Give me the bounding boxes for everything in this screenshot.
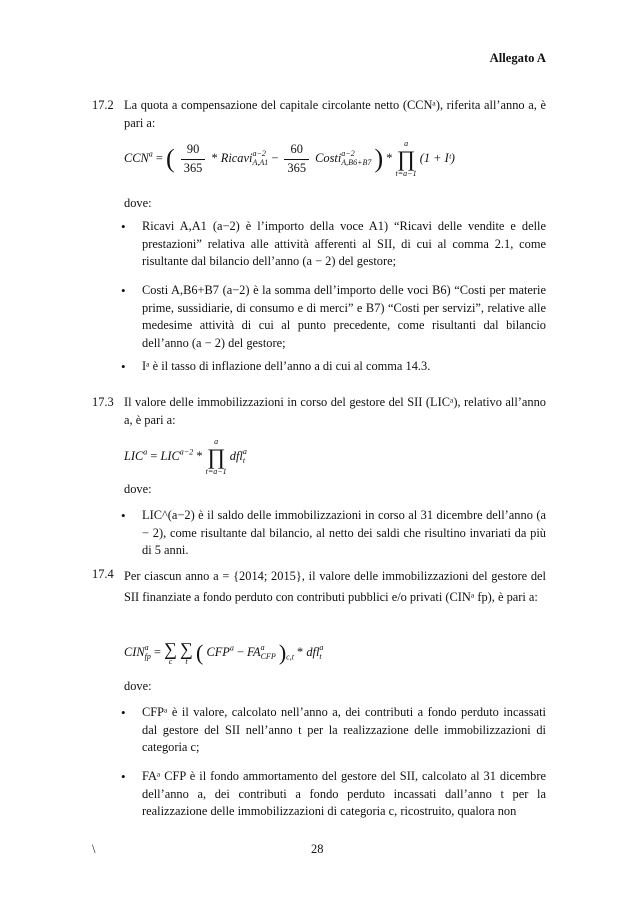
prod-bottom: t=a−1 (205, 467, 227, 476)
term-fa-sub: CFP (260, 652, 276, 661)
paren-close: ) (374, 144, 384, 173)
factor-dfl-sub: t (319, 652, 322, 661)
term-costi: Costi (315, 150, 342, 165)
term-ricavi: Ricavi (220, 150, 253, 165)
formula-ccn: $CCN^a$ = ( $\frac{90}{365}$ * Ricavi a−2 A,A1 − $\frac{60}{365}$ Costi a−2 A,B6+B7 ) * a ∏ t=a−1 (1 + Iᵗ) (124, 139, 455, 178)
s172-bullet-3: Iᵃ è il tasso di inflazione dell’anno a di cui al comma 14.3. (142, 359, 431, 373)
prod-bottom: t=a−1 (395, 169, 417, 178)
bullet-icon: • (121, 359, 126, 374)
factor-dfl-sup: a (319, 643, 324, 653)
frac2-den: 365 (287, 160, 307, 175)
s173-bullet-1: LIC^(a−2) è il saldo delle immobilizzazioni in corso al 31 dicembre dell’anno (a − 2), come risultante dal bilancio, al netto dei saldi che risultino invariati da più di 5 anni. (142, 508, 546, 558)
term-fa-sup: a (260, 643, 265, 653)
term-costi-sub: A,B6+B7 (341, 158, 372, 167)
paren-close-sub: c,t (286, 652, 294, 662)
fraction-60-365 (284, 141, 309, 177)
paren-close: ) (278, 640, 287, 665)
section-number-17-2: 17.2 (92, 98, 114, 112)
s174-bullet-2: FAᵃ CFP è il fondo ammortamento del gestore del SII, calcolato al 31 dicembre dell’anno a, dei contributi a fondo perduto incassati dall’anno t per la realizzazione delle immobilizzazioni di categoria c, ricostruito, qualora non (142, 769, 546, 819)
paren-open: ( (196, 640, 204, 665)
product-operator: a ∏ t=a−1 (395, 139, 417, 178)
term-ricavi-sup: a−2 (252, 149, 266, 159)
bullet-icon: • (121, 769, 126, 784)
s172-bullet-2: Costi A,B6+B7 (a−2) è la somma dell’importo delle voci B6) “Costi per materie prime, sussidiarie, di consumo e di merci” e B7) “Costi per servizi”, relative alle medesime attività di cui al punto precedente, come risultanti dal bilancio dell’anno (a − 2) del gestore; (142, 283, 546, 350)
frac1-num: 90 (181, 141, 206, 160)
s172-dove: dove: (124, 196, 152, 210)
s174-text: Per ciascun anno a = {2014; 2015}, il valore delle immobilizzazioni del gestore del SII finanziate a fondo perduto con contributi pubblici e/o privati (CINᵃ fp), è pari a: (124, 569, 546, 605)
prod-top: a (214, 437, 219, 446)
factor-dfl: dfl (306, 644, 320, 659)
s173-text: Il valore delle immobilizzazioni in corso del gestore del SII (LICᵃ), relativo all’anno a, è pari a: (124, 395, 546, 427)
bullet-icon: • (121, 508, 126, 523)
sum-operator-c: ∑ c (164, 639, 177, 666)
formula-lic-lhs: LIC (124, 448, 144, 463)
term-cfp: CFP (206, 644, 230, 659)
bullet-icon: • (121, 219, 126, 234)
term-ricavi-sub: A,A1 (252, 158, 269, 167)
formula-cin-lhs-sup: a (144, 643, 149, 653)
sum-c: c (168, 657, 173, 666)
fraction-90-365 (181, 141, 206, 177)
product-operator: a ∏ t=a−1 (205, 437, 227, 476)
s173-dove: dove: (124, 482, 152, 496)
formula-cin-lhs: CIN (124, 644, 145, 659)
s174-dove: dove: (124, 679, 152, 693)
section-17-2-text (124, 97, 546, 132)
sum-operator-t: ∑ t (180, 639, 193, 666)
formula-lic-lhs-sup: a (143, 447, 148, 457)
s174-bullet-1: CFPᵃ è il valore, calcolato nell’anno a, dei contributi a fondo perduto incassati dal gestore del SII nell’anno t per la realizzazione delle immobilizzazioni di categoria c; (142, 705, 546, 755)
factor-dfl-sup: a (242, 447, 247, 457)
page-number: 28 (311, 842, 324, 856)
factor-dfl: dfl (229, 448, 243, 463)
section-number-17-3: 17.3 (92, 395, 114, 409)
formula-ccn-lhs: CCN (124, 150, 149, 165)
term-costi-sup: a−2 (341, 149, 355, 159)
footer-backslash: \ (92, 842, 96, 856)
prod-top: a (404, 139, 409, 148)
formula-lic-rhs-sup: a−2 (179, 447, 194, 457)
factor-dfl-sub: t (242, 456, 246, 465)
frac1-den: 365 (183, 160, 203, 175)
s172-text: La quota a compensazione del capitale circolante netto (CCNᵃ), riferita all’anno a, è pari a: (124, 98, 546, 130)
page-header: Allegato A (489, 51, 546, 65)
term-fa: FA (247, 644, 261, 659)
formula-cin: CIN a fp = ∑ c ∑ t ( $CFP^a$ − FA a CFP )$_{c,t}$ * dfl a t (124, 639, 324, 666)
term-cfp-sup: a (229, 643, 234, 653)
sum-t: t (185, 657, 188, 666)
factor-inflation: (1 + Iᵗ) (419, 150, 455, 165)
bullet-icon: • (121, 705, 126, 720)
section-number-17-4: 17.4 (92, 567, 114, 581)
s172-bullet-1: Ricavi A,A1 (a−2) è l’importo della voce A1) “Ricavi delle vendite e delle prestazioni” relativa alle attività afferenti al SII, di cui al comma 2.1, come risultante dal bilancio dell’anno (a − 2) del gestore; (142, 219, 546, 269)
formula-cin-lhs-sub: fp (144, 652, 151, 661)
formula-ccn-lhs-sup: a (148, 149, 153, 159)
bullet-icon: • (121, 283, 126, 298)
formula-lic-rhs: LIC (160, 448, 180, 463)
paren-open: ( (166, 144, 175, 173)
formula-lic: $LIC^a = LIC^{a-2}$ * a ∏ t=a−1 dfl a t (124, 437, 247, 476)
frac2-num: 60 (284, 141, 309, 160)
